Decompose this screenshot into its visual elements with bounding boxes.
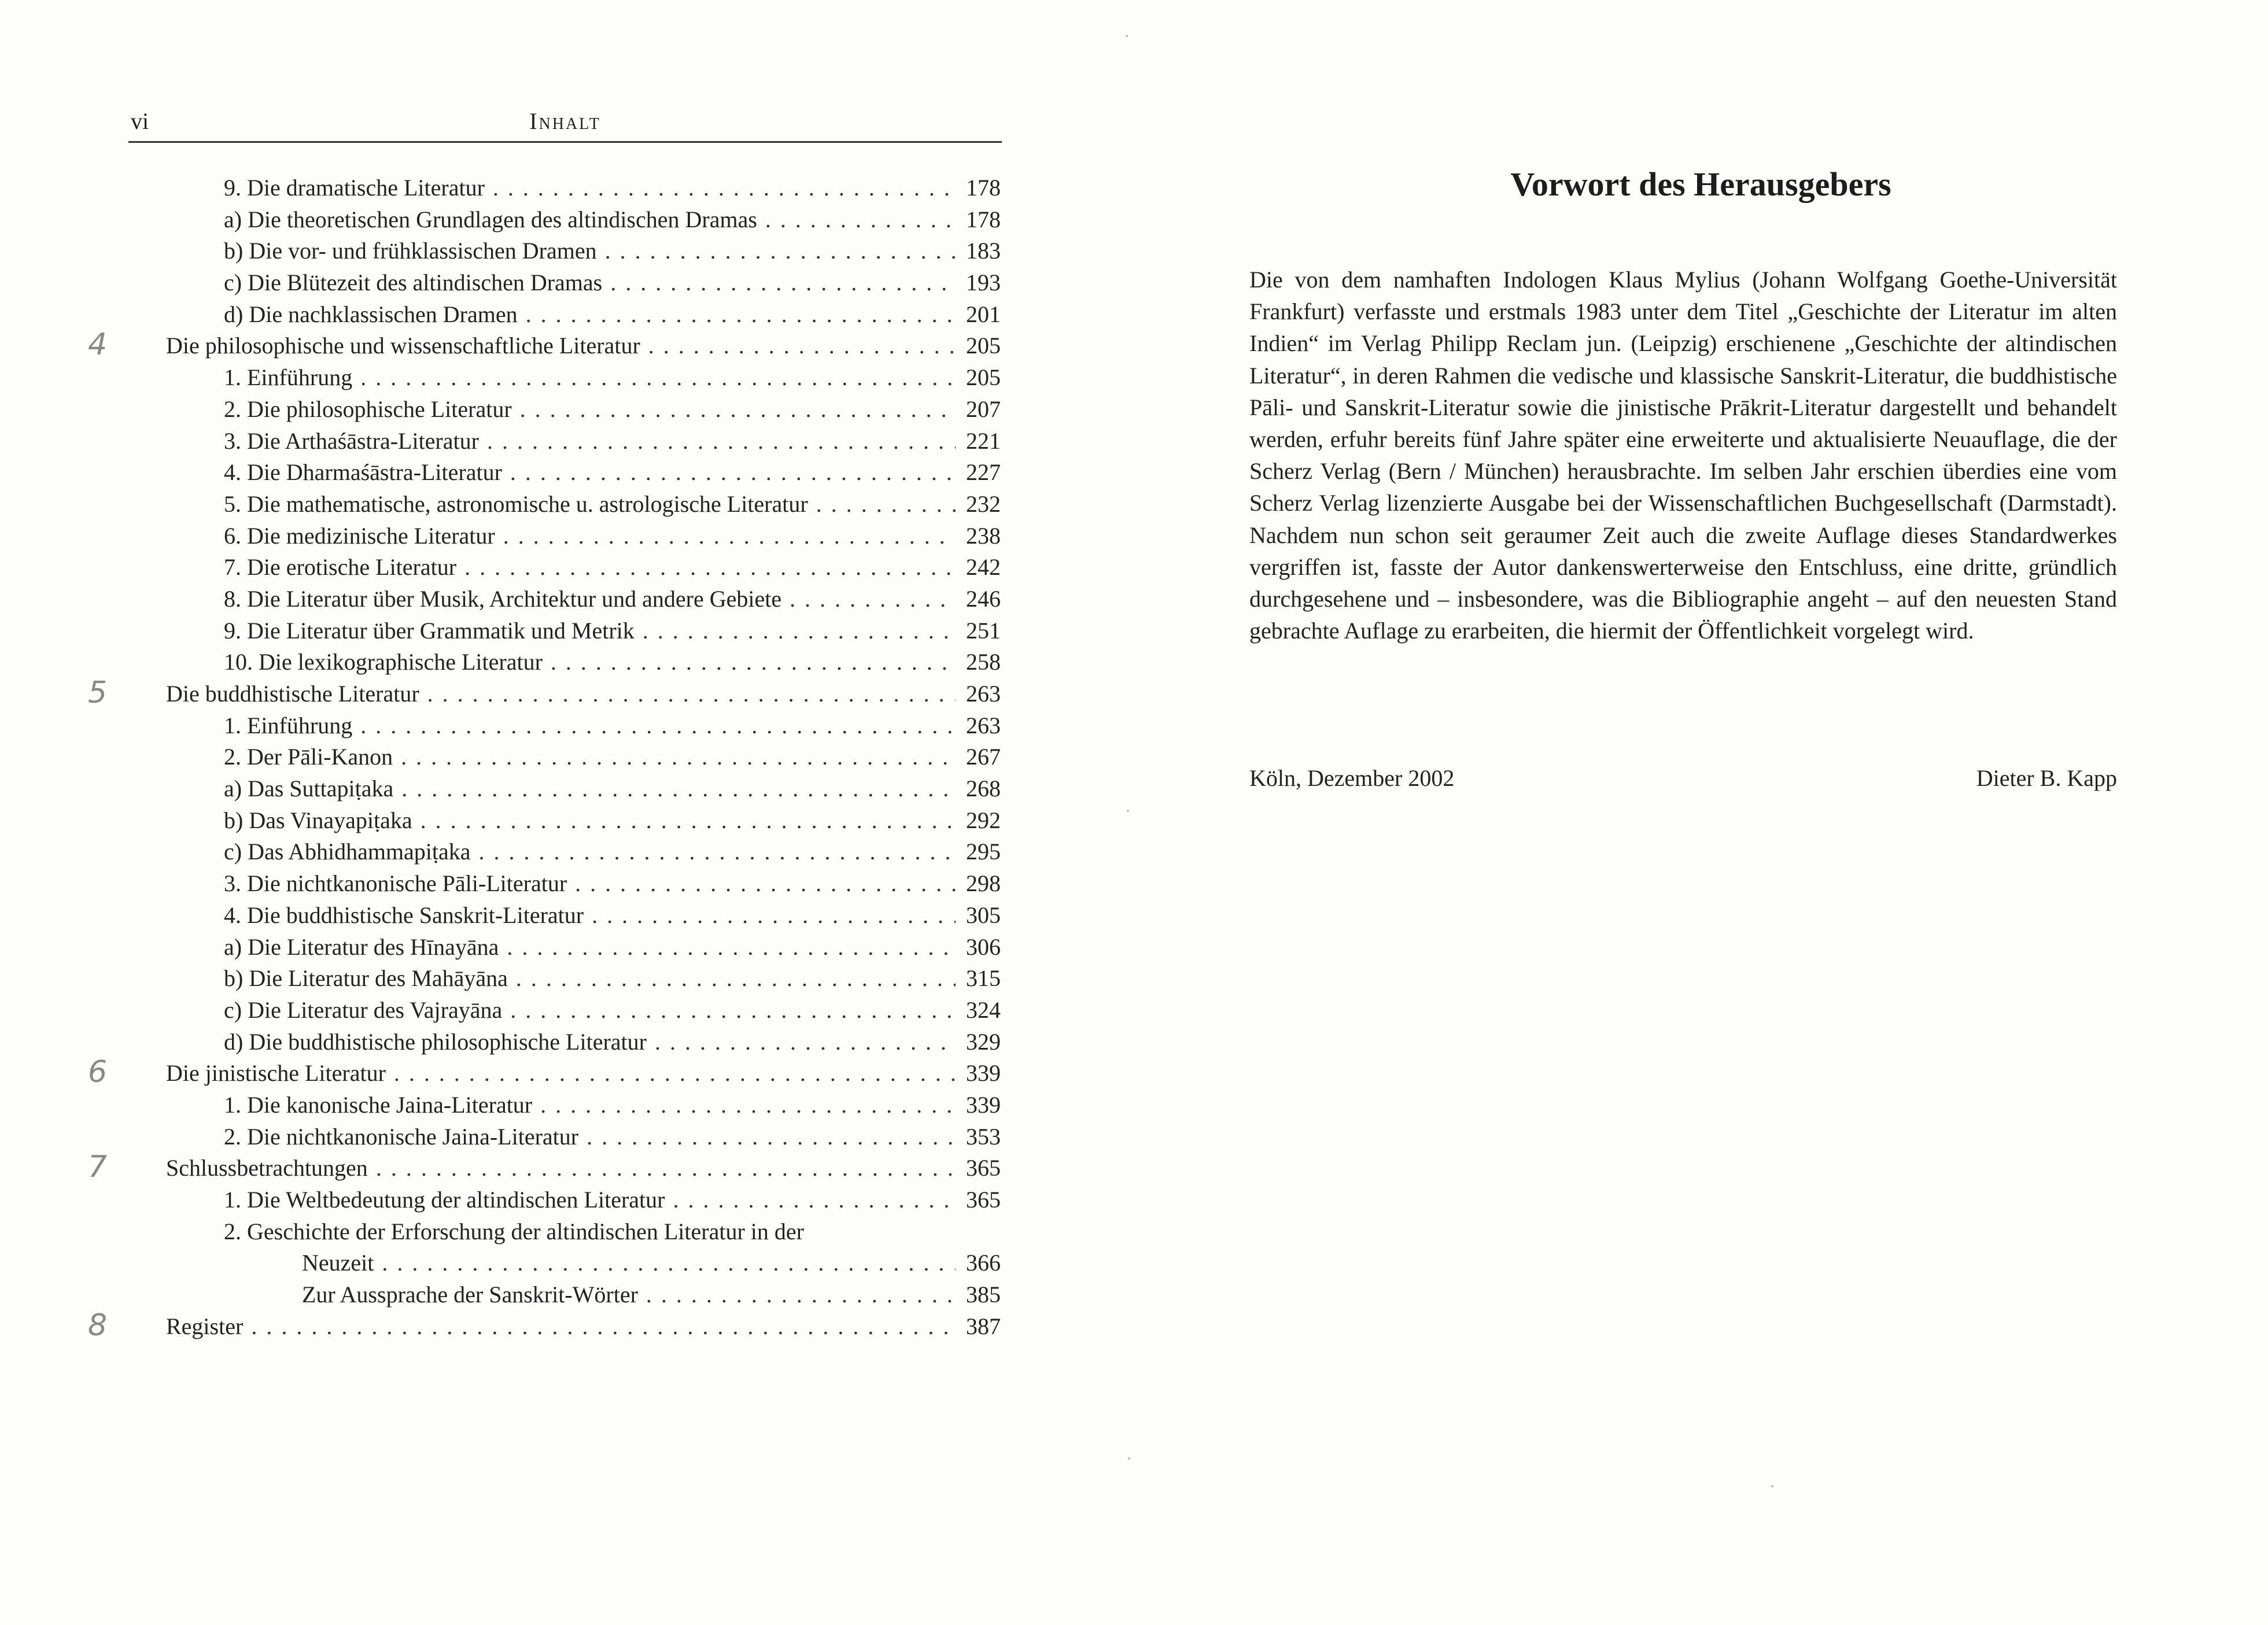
toc-entry (128, 426, 1002, 457)
toc-entry-title: 6. Die medizinische Literatur (224, 522, 495, 549)
toc-entry (128, 836, 1002, 868)
toc-entry (88, 1308, 1002, 1343)
toc-leader-dots (551, 647, 956, 678)
toc-leader-dots (479, 836, 956, 867)
toc-entry-page: 365 (966, 1187, 1001, 1213)
toc-leader-dots (575, 868, 956, 899)
toc-entry (128, 394, 1002, 426)
toc-entry-page: 387 (966, 1313, 1001, 1339)
toc-leader-dots (655, 1026, 956, 1058)
toc-entry-title: 1. Einführung (224, 712, 353, 738)
handwritten-chapter-number: 5 (88, 675, 108, 710)
toc-entry-page: 201 (966, 301, 1001, 327)
toc-entry (128, 1090, 1002, 1121)
toc-entry (128, 362, 1002, 394)
handwritten-chapter-number: 7 (88, 1150, 108, 1185)
toc-entry-title: b) Die Literatur des Mahāyāna (224, 965, 508, 992)
toc-entry-title: 2. Geschichte der Erforschung der altindischen Literatur in der (224, 1218, 804, 1244)
toc-leader-dots (394, 1058, 956, 1089)
toc-leader-dots (646, 1279, 956, 1310)
toc-entry-title: 1. Die Weltbedeutung der altindischen Literatur (224, 1187, 665, 1213)
preface-body: Die von dem namhaften Indologen Klaus Mylius (Johann Wolfgang Goethe-Universität Frankfurt) verfasste und erstmals 1983 unter dem Titel „Geschichte der Literatur im alten Indien“ im Verlag Philipp Reclam jun. (Leipzig) erschienene „Geschichte der altindischen Literatur“, in deren Rahmen die vedische und klassische Sanskrit-Literatur, die buddhistische Pāli- und Sanskrit-Literatur sowie die jinistische Prākrit-Literatur dargestellt und behandelt werden, erfuhr bereits fünf Jahre später eine erweiterte und aktualisierte Neuauflage, die der Scherz Verlag (Bern / München) herausbrachte. Im selben Jahr erschien überdies eine vom Scherz Verlag lizenzierte Ausgabe bei der Wissenschaftlichen Buchgesellschaft (Darmstadt). Nachdem nun schon seit geraumer Zeit auch die zweite Auflage dieses Standardwerkes vergriffen ist, fasste der Autor dankenswerterweise den Entschluss, eine dritte, gründlich durchgesehene und – insbesondere, was die Bibliographie angeht – auf den neuesten Stand gebrachte Auflage zu erarbeiten, die hiermit der Öffentlichkeit vorgelegt wird. (1249, 267, 2117, 644)
toc-leader-dots (382, 1247, 956, 1279)
toc-leader-dots (251, 1311, 956, 1342)
toc-entry-title: 5. Die mathematische, astronomische u. astrologische Literatur (224, 490, 808, 517)
toc-entry-title: c) Die Literatur des Vajrayāna (224, 996, 503, 1023)
toc-leader-dots (510, 995, 956, 1026)
toc-entry-page: 329 (966, 1028, 1001, 1055)
toc-entry (128, 552, 1002, 583)
toc-entry-page: 258 (966, 649, 1001, 675)
scan-speck (1126, 35, 1128, 37)
toc-entry-title: d) Die buddhistische philosophische Literatur (224, 1028, 647, 1055)
toc-entry-title: 8. Die Literatur über Musik, Architektur und andere Gebiete (224, 585, 782, 612)
running-head-title: Inhalt (529, 108, 601, 134)
scan-speck (1771, 1485, 1773, 1487)
toc-entry-page: 232 (966, 490, 1001, 517)
toc-entry-page: 306 (966, 933, 1001, 960)
toc-leader-dots (516, 963, 956, 994)
toc-entry-title: 1. Einführung (224, 364, 353, 391)
toc-entry (128, 900, 1002, 932)
toc-entry (128, 520, 1002, 552)
toc-leader-dots (643, 615, 956, 647)
toc-entry (128, 1121, 1002, 1153)
toc-entry-page: 365 (966, 1155, 1001, 1181)
toc-entry-page: 305 (966, 902, 1001, 928)
toc-leader-dots (673, 1184, 956, 1216)
toc-leader-dots (526, 299, 956, 330)
toc-entry-title: Zur Aussprache der Sanskrit-Wörter (302, 1281, 638, 1308)
toc-leader-dots (507, 932, 956, 963)
toc-entry (128, 868, 1002, 900)
toc-leader-dots (790, 583, 956, 615)
toc-entry-page: 205 (966, 364, 1001, 391)
toc-entry (128, 805, 1002, 837)
toc-entry (128, 235, 1002, 267)
toc-entry-title: Die buddhistische Literatur (166, 681, 419, 707)
page-folio: vi (131, 108, 149, 134)
toc-leader-dots (610, 267, 956, 298)
toc-entry (128, 710, 1002, 742)
toc-entry-title: Die philosophische und wissenschaftliche Literatur (166, 333, 640, 359)
toc-leader-dots (765, 204, 956, 235)
running-head (128, 108, 1002, 143)
toc-entry-title: 10. Die lexikographische Literatur (224, 649, 543, 675)
toc-entry (128, 615, 1002, 647)
toc-entry-page: 366 (966, 1250, 1001, 1276)
toc-entry-title: Die jinistische Literatur (166, 1060, 386, 1087)
right-page (1134, 0, 2268, 1625)
toc-entry (128, 204, 1002, 236)
toc-leader-dots (360, 710, 956, 741)
toc-entry-title: b) Die vor- und frühklassischen Dramen (224, 238, 597, 264)
toc-leader-dots (464, 552, 956, 583)
toc-leader-dots (520, 394, 956, 425)
toc-entry (128, 267, 1002, 299)
toc-entry (128, 299, 1002, 331)
toc-entry-page: 298 (966, 870, 1001, 897)
toc-leader-dots (540, 1090, 956, 1121)
toc-entry-title: a) Das Suttapiṭaka (224, 775, 394, 802)
preface-title: Vorwort des Herausgebers (1510, 165, 1891, 203)
toc-entry-page: 315 (966, 965, 1001, 992)
toc-entry (128, 1247, 1002, 1279)
toc-entry-title: a) Die Literatur des Hīnayāna (224, 933, 499, 960)
toc-entry-page: 193 (966, 269, 1001, 296)
toc-entry (128, 963, 1002, 995)
toc-entry-title: 9. Die dramatische Literatur (224, 175, 485, 201)
toc-entry (128, 1216, 1002, 1248)
toc-entry-title: 4. Die Dharmaśāstra-Literatur (224, 459, 502, 486)
toc-entry-title: 9. Die Literatur über Grammatik und Metrik (224, 617, 635, 644)
toc-leader-dots (427, 678, 956, 710)
toc-entry-title: Register (166, 1313, 244, 1339)
handwritten-chapter-number: 4 (88, 327, 108, 363)
toc-entry-page: 246 (966, 585, 1001, 612)
toc-entry (128, 741, 1002, 773)
toc-entry (128, 1279, 1002, 1311)
toc-entry-title: 2. Die philosophische Literatur (224, 396, 512, 422)
scan-speck (1127, 810, 1129, 812)
toc-entry-title: Neuzeit (302, 1250, 374, 1276)
toc-leader-dots (401, 741, 956, 773)
toc-leader-dots (510, 457, 956, 488)
toc-entry-page: 238 (966, 522, 1001, 549)
toc-entry (128, 583, 1002, 615)
toc-entry (128, 1026, 1002, 1058)
toc-entry-page: 292 (966, 807, 1001, 833)
toc-entry-title: 3. Die Arthaśāstra-Literatur (224, 427, 479, 454)
toc-entry (88, 1055, 1002, 1090)
toc-entry (88, 327, 1002, 363)
toc-entry-title: 7. Die erotische Literatur (224, 554, 457, 581)
toc-entry-title: Schlussbetrachtungen (166, 1155, 368, 1181)
toc-leader-dots (401, 773, 956, 804)
toc-entry-page: 221 (966, 427, 1001, 454)
toc-entry-page: 339 (966, 1091, 1001, 1118)
toc-entry-page: 183 (966, 238, 1001, 264)
toc-entry (128, 932, 1002, 963)
toc-entry-page: 385 (966, 1281, 1001, 1308)
toc-entry (128, 995, 1002, 1026)
toc-entry (128, 1184, 1002, 1216)
place-date: Köln, Dezember 2002 (1249, 765, 1455, 791)
toc-leader-dots (816, 489, 956, 520)
toc-entry-page: 353 (966, 1123, 1001, 1150)
toc-entry-title: 3. Die nichtkanonische Pāli-Literatur (224, 870, 567, 897)
toc-entry-page: 227 (966, 459, 1001, 486)
toc-entry-title: c) Das Abhidhammapiṭaka (224, 839, 471, 865)
toc-entry-page: 263 (966, 712, 1001, 738)
toc-entry-page: 268 (966, 775, 1001, 802)
toc-entry-page: 205 (966, 333, 1001, 359)
toc-entry-page: 324 (966, 996, 1001, 1023)
signature: Dieter B. Kapp (1976, 765, 2117, 791)
toc-entry-title: 2. Die nichtkanonische Jaina-Literatur (224, 1123, 579, 1150)
toc-entry (128, 773, 1002, 805)
toc-entry-page: 263 (966, 681, 1001, 707)
toc-entry (88, 675, 1002, 710)
toc-entry-page: 242 (966, 554, 1001, 581)
toc-leader-dots (487, 426, 956, 457)
toc-entry (128, 489, 1002, 520)
toc-entry-page: 339 (966, 1060, 1001, 1087)
toc-leader-dots (421, 805, 956, 836)
handwritten-chapter-number: 6 (88, 1055, 108, 1090)
toc-entry-page: 251 (966, 617, 1001, 644)
toc-entry (88, 1150, 1002, 1185)
toc-leader-dots (605, 235, 956, 267)
toc-entry-page: 178 (966, 206, 1001, 232)
toc-leader-dots (648, 330, 956, 361)
toc-leader-dots (503, 520, 956, 552)
toc-entry (128, 457, 1002, 489)
toc-entry-title: 4. Die buddhistische Sanskrit-Literatur (224, 902, 584, 928)
toc-entry-title: 2. Der Pāli-Kanon (224, 744, 393, 770)
toc-leader-dots (587, 1121, 956, 1153)
toc-entry-title: b) Das Vinayapiṭaka (224, 807, 412, 833)
toc-leader-dots (592, 900, 956, 931)
signoff (1249, 765, 2117, 792)
toc-leader-dots (493, 172, 956, 204)
toc-leader-dots (360, 362, 956, 393)
toc-entry-title: a) Die theoretischen Grundlagen des altindischen Dramas (224, 206, 757, 232)
toc-entry-page: 207 (966, 396, 1001, 422)
table-of-contents (88, 172, 1002, 1343)
scan-speck (1128, 1457, 1130, 1460)
handwritten-chapter-number: 8 (88, 1308, 108, 1343)
toc-entry-title: c) Die Blütezeit des altindischen Dramas (224, 269, 603, 296)
toc-entry-page: 267 (966, 744, 1001, 770)
toc-entry-page: 295 (966, 839, 1001, 865)
toc-entry-title: 1. Die kanonische Jaina-Literatur (224, 1091, 533, 1118)
toc-entry-page: 178 (966, 175, 1001, 201)
toc-leader-dots (376, 1153, 956, 1184)
toc-entry-title: d) Die nachklassischen Dramen (224, 301, 518, 327)
toc-entry (128, 172, 1002, 204)
toc-entry (128, 647, 1002, 678)
